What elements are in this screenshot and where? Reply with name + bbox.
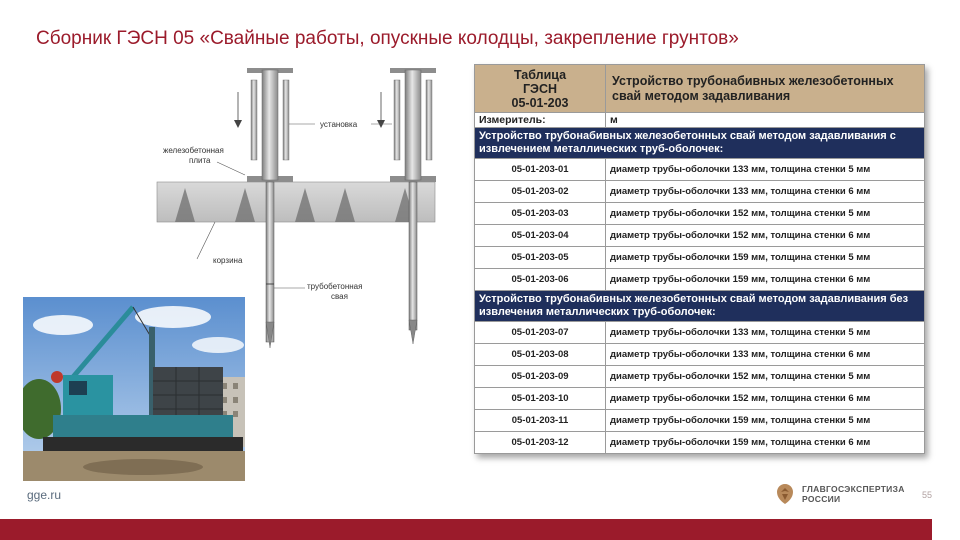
table-gesn-label: ГЭСН	[522, 81, 558, 96]
table-row	[475, 322, 925, 344]
row-code: 05-01-203-10	[475, 388, 606, 410]
row-code: 05-01-203-12	[475, 432, 606, 454]
slide-title: Сборник ГЭСН 05 «Свайные работы, опускные колодцы, закрепление грунтов»	[36, 28, 739, 49]
table-header-row	[475, 65, 925, 113]
logo-line2: РОССИИ	[802, 494, 841, 504]
section-1-text: Устройство трубонабивных железобетонных свай методом задавливания с извлечением металлических труб-оболочек:	[475, 128, 925, 159]
glavgosexpertiza-logo	[774, 482, 905, 506]
table-row	[475, 159, 925, 181]
measure-value: м	[606, 113, 925, 128]
table-number: 05-01-203	[511, 95, 569, 110]
row-desc: диаметр трубы-оболочки 159 мм, толщина стенки 5 мм	[606, 410, 925, 432]
section-header-1	[475, 128, 925, 159]
row-desc: диаметр трубы-оболочки 152 мм, толщина стенки 6 мм	[606, 225, 925, 247]
label-pile-line2: свая	[331, 292, 348, 301]
row-code: 05-01-203-01	[475, 159, 606, 181]
concrete-slab	[157, 182, 435, 222]
row-code: 05-01-203-02	[475, 181, 606, 203]
table-row	[475, 203, 925, 225]
table-id-cell	[475, 65, 606, 113]
row-desc: диаметр трубы-оболочки 152 мм, толщина стенки 6 мм	[606, 388, 925, 410]
table-label: Таблица	[513, 67, 567, 82]
row-desc: диаметр трубы-оболочки 133 мм, толщина стенки 6 мм	[606, 181, 925, 203]
table-row	[475, 225, 925, 247]
emblem-icon	[774, 482, 796, 506]
section-2-text: Устройство трубонабивных железобетонных свай методом задавливания без извлечения металлических труб-оболочек:	[475, 291, 925, 322]
row-desc: диаметр трубы-оболочки 133 мм, толщина стенки 5 мм	[606, 322, 925, 344]
row-desc: диаметр трубы-оболочки 152 мм, толщина стенки 5 мм	[606, 366, 925, 388]
label-cage: корзина	[213, 256, 243, 265]
row-desc: диаметр трубы-оболочки 159 мм, толщина стенки 5 мм	[606, 247, 925, 269]
table-row	[475, 344, 925, 366]
label-pile-line1: трубобетонная	[307, 282, 363, 291]
logo-text	[802, 484, 905, 504]
label-slab-line2: плита	[189, 156, 211, 165]
bottom-bar	[0, 519, 932, 540]
label-slab-line1: железобетонная	[163, 146, 224, 155]
measure-row	[475, 113, 925, 128]
row-desc: диаметр трубы-оболочки 152 мм, толщина стенки 5 мм	[606, 203, 925, 225]
table-row	[475, 269, 925, 291]
logo-line1: ГЛАВГОСЭКСПЕРТИЗА	[802, 484, 905, 494]
table-row	[475, 247, 925, 269]
label-installation: установка	[320, 120, 358, 129]
table-title-cell: Устройство трубонабивных железобетонных свай методом задавливания	[606, 65, 925, 113]
row-code: 05-01-203-04	[475, 225, 606, 247]
row-code: 05-01-203-07	[475, 322, 606, 344]
table-row	[475, 432, 925, 454]
row-code: 05-01-203-09	[475, 366, 606, 388]
table-row	[475, 388, 925, 410]
row-desc: диаметр трубы-оболочки 159 мм, толщина стенки 6 мм	[606, 432, 925, 454]
row-code: 05-01-203-11	[475, 410, 606, 432]
measure-label: Измеритель:	[475, 113, 606, 128]
page-number: 55	[922, 490, 933, 500]
pile-rig-photo	[23, 297, 245, 481]
row-code: 05-01-203-03	[475, 203, 606, 225]
row-code: 05-01-203-05	[475, 247, 606, 269]
row-desc: диаметр трубы-оболочки 133 мм, толщина стенки 5 мм	[606, 159, 925, 181]
table-row	[475, 366, 925, 388]
table-row	[475, 181, 925, 203]
section-header-2	[475, 291, 925, 322]
table-row	[475, 410, 925, 432]
row-desc: диаметр трубы-оболочки 159 мм, толщина стенки 6 мм	[606, 269, 925, 291]
footer-link[interactable]: gge.ru	[27, 488, 62, 502]
gesn-table	[474, 64, 925, 454]
row-code: 05-01-203-06	[475, 269, 606, 291]
row-desc: диаметр трубы-оболочки 133 мм, толщина стенки 6 мм	[606, 344, 925, 366]
row-code: 05-01-203-08	[475, 344, 606, 366]
